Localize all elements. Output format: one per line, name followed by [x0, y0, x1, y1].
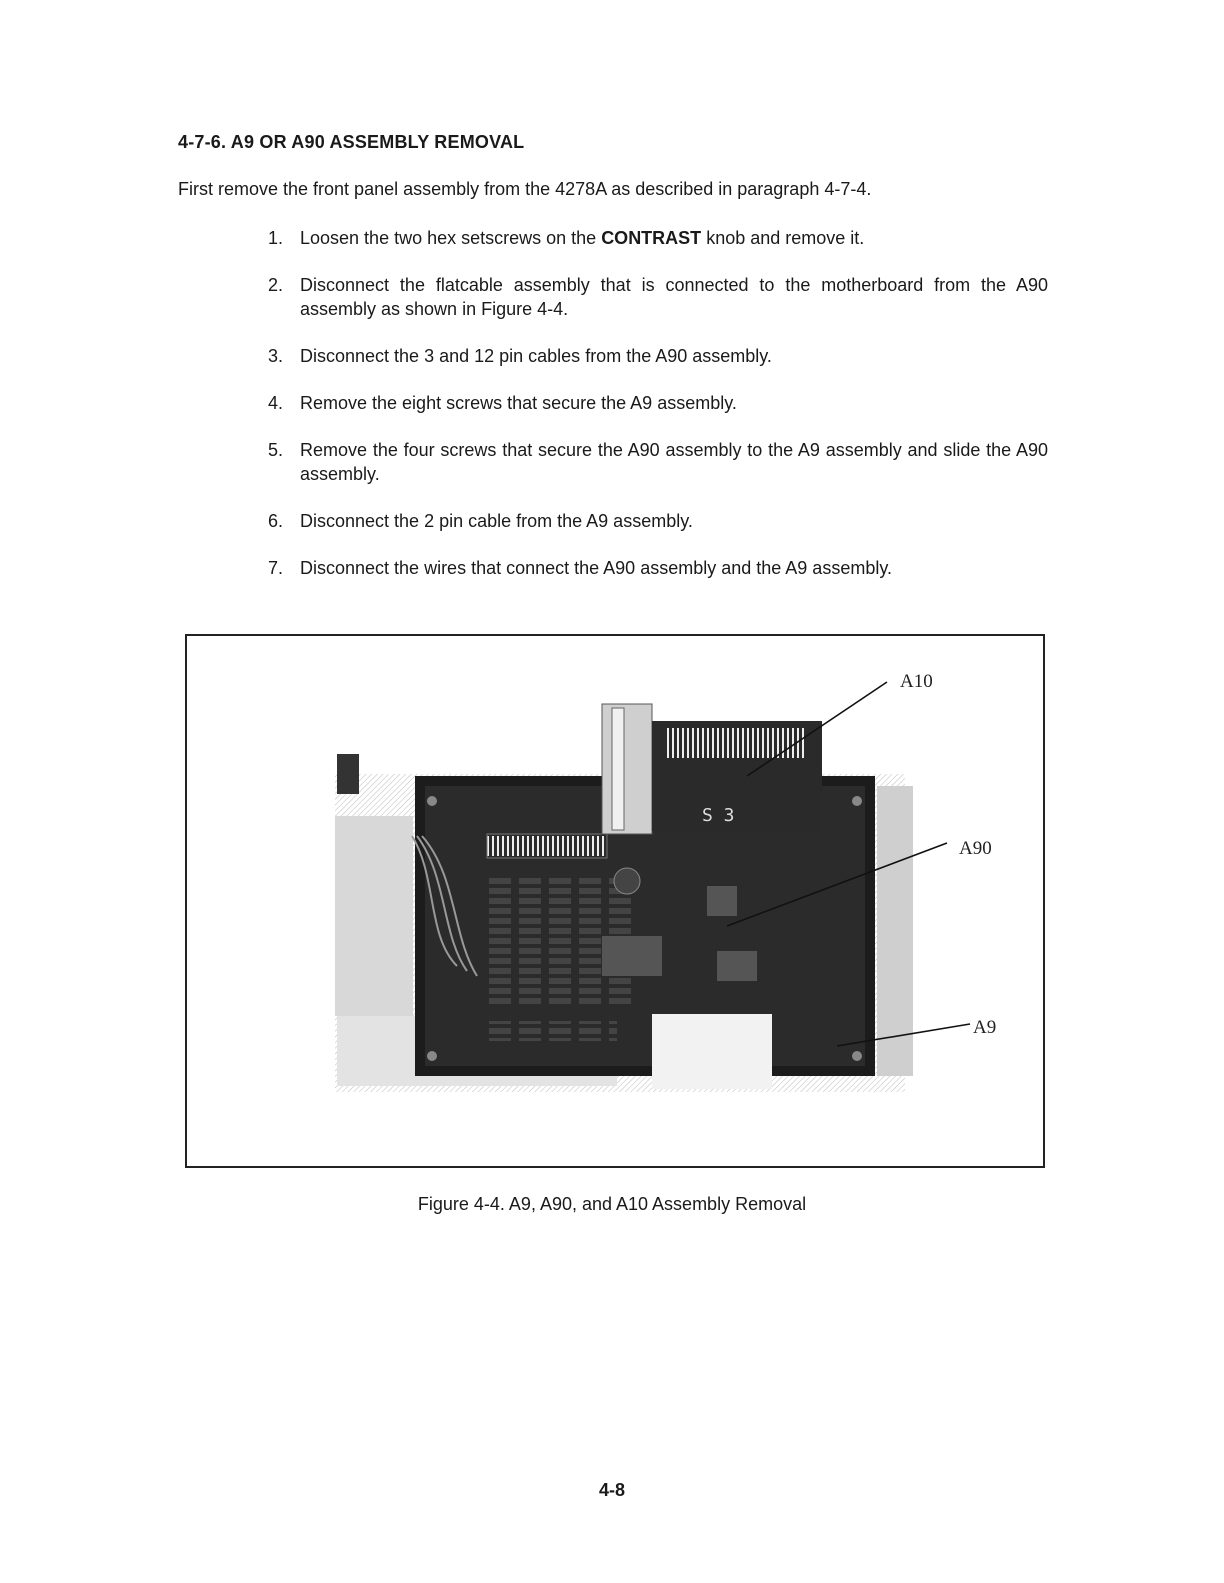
step-item — [268, 556, 1048, 580]
figure-frame — [185, 634, 1045, 1168]
step-text: Disconnect the wires that connect the A90 assembly and the A9 assembly. — [300, 558, 892, 578]
callout-a9: A9 — [973, 1017, 997, 1038]
step-text: Loosen the two hex setscrews on the CONTRAST knob and remove it. — [300, 228, 865, 248]
assembly-photo — [187, 636, 1043, 1166]
step-number: 1. — [268, 228, 284, 248]
step-number: 5. — [268, 440, 284, 460]
step-text: Remove the four screws that secure the A90 assembly to the A9 assembly and slide the A90 assembly. — [300, 440, 1048, 484]
step-number: 6. — [268, 511, 284, 531]
step-number: 7. — [268, 558, 284, 578]
step-number: 2. — [268, 275, 284, 295]
step-item — [268, 509, 1048, 533]
section-heading: 4-7-6. A9 OR A90 ASSEMBLY REMOVAL — [178, 132, 525, 152]
step-item — [268, 391, 1048, 415]
step-item — [268, 226, 1048, 250]
a10-assembly — [602, 704, 822, 834]
svg-text:S 3: S 3 — [702, 805, 735, 826]
step-number: 4. — [268, 393, 284, 413]
procedure-steps — [268, 226, 1048, 603]
intro-paragraph: First remove the front panel assembly from the 4278A as described in paragraph 4-7-4. — [178, 179, 872, 199]
step-text: Disconnect the 2 pin cable from the A9 assembly. — [300, 511, 693, 531]
callout-a10: A10 — [900, 671, 933, 692]
page-number: 4-8 — [598, 1480, 625, 1500]
step-text: Remove the eight screws that secure the A9 assembly. — [300, 393, 737, 413]
step-item — [268, 344, 1048, 368]
step-text: Disconnect the flatcable assembly that is connected to the motherboard from the A90 assembly as shown in Figure 4-4. — [300, 275, 1048, 319]
step-item — [268, 438, 1048, 486]
step-item — [268, 273, 1048, 321]
step-number: 3. — [268, 346, 284, 366]
figure-caption: Figure 4-4. A9, A90, and A10 Assembly Removal — [417, 1194, 807, 1214]
contrast-knob-label: CONTRAST — [601, 228, 702, 248]
callout-a90: A90 — [959, 838, 992, 859]
step-text: Disconnect the 3 and 12 pin cables from the A90 assembly. — [300, 346, 772, 366]
board-cutout — [652, 1014, 772, 1089]
